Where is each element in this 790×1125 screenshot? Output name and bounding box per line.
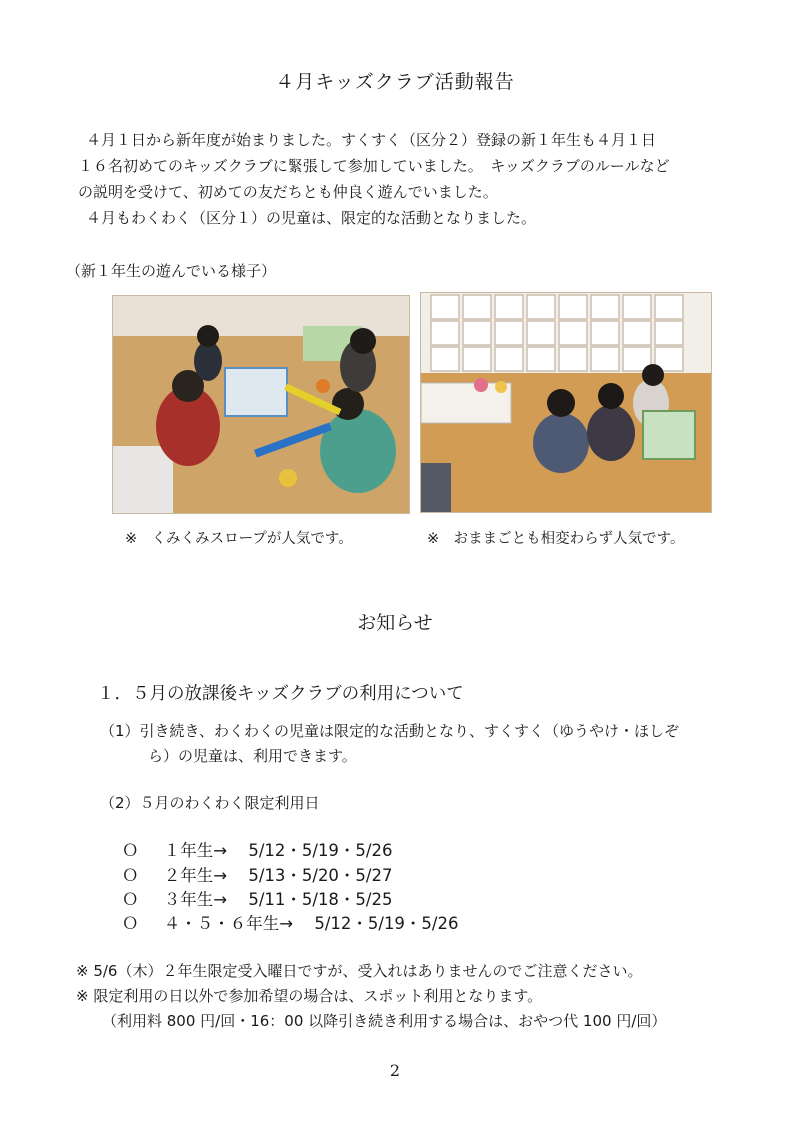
intro-line-1: ４月１日から新年度が始まりました。すくすく（区分２）登録の新１年生も４月１日 xyxy=(86,131,657,149)
schedule-grade: ４・５・６年生→ xyxy=(163,914,294,933)
note-1: ※ 5/6（木）２年生限定受入曜日ですが、受入れはありませんのでご注意ください。 xyxy=(76,962,643,980)
section1-heading: １．５月の放課後キッズクラブの利用について xyxy=(97,684,464,704)
schedule-dates: 5/12・5/19・5/26 xyxy=(314,914,459,933)
photo-slope-play xyxy=(112,295,410,514)
photo-section-label: （新１年生の遊んでいる様子） xyxy=(66,262,277,280)
schedule-bullet: Ｏ xyxy=(122,841,139,860)
page-title: ４月キッズクラブ活動報告 xyxy=(275,71,515,93)
schedule-grade: ２年生→ xyxy=(163,866,228,885)
schedule-row-4 xyxy=(122,910,459,934)
intro-line-2: １６名初めてのキッズクラブに緊張して参加していました。 キッズクラブのルールなど xyxy=(78,157,670,175)
page-number: 2 xyxy=(389,1061,401,1080)
schedule-grade: １年生→ xyxy=(163,841,228,860)
schedule-bullet: Ｏ xyxy=(122,866,139,885)
item1-line-2: ら）の児童は、利用できます。 xyxy=(148,747,357,765)
intro-line-3: の説明を受けて、初めての友だちとも仲良く遊んでいました。 xyxy=(78,183,498,201)
schedule-dates: 5/12・5/19・5/26 xyxy=(248,841,393,860)
schedule-row-3 xyxy=(122,886,393,910)
schedule-dates: 5/13・5/20・5/27 xyxy=(248,866,393,885)
photo-caption-2: ※ おままごとも相変わらず人気です。 xyxy=(427,531,685,547)
schedule-row-2 xyxy=(122,862,393,886)
note-3: （利用料 800 円/回・16：00 以降引き続き利用する場合は、おやつ代 100 円/回） xyxy=(102,1012,667,1030)
intro-line-4: ４月もわくわく（区分１）の児童は、限定的な活動となりました。 xyxy=(86,209,537,227)
notice-title: お知らせ xyxy=(357,612,433,634)
note-2: ※ 限定利用の日以外で参加希望の場合は、スポット利用となります。 xyxy=(76,987,543,1005)
schedule-bullet: Ｏ xyxy=(122,914,139,933)
item1-line-1: （1）引き続き、わくわくの児童は限定的な活動となり、すくすく（ゆうやけ・ほしぞ xyxy=(100,722,679,740)
schedule-row-1 xyxy=(122,837,393,861)
item2-label: （2）５月のわくわく限定利用日 xyxy=(100,794,320,812)
schedule-dates: 5/11・5/18・5/25 xyxy=(248,890,393,909)
photo-pretend-play xyxy=(420,292,712,513)
schedule-bullet: Ｏ xyxy=(122,890,139,909)
photo-caption-1: ※ くみくみスロープが人気です。 xyxy=(125,531,353,547)
schedule-grade: ３年生→ xyxy=(163,890,228,909)
